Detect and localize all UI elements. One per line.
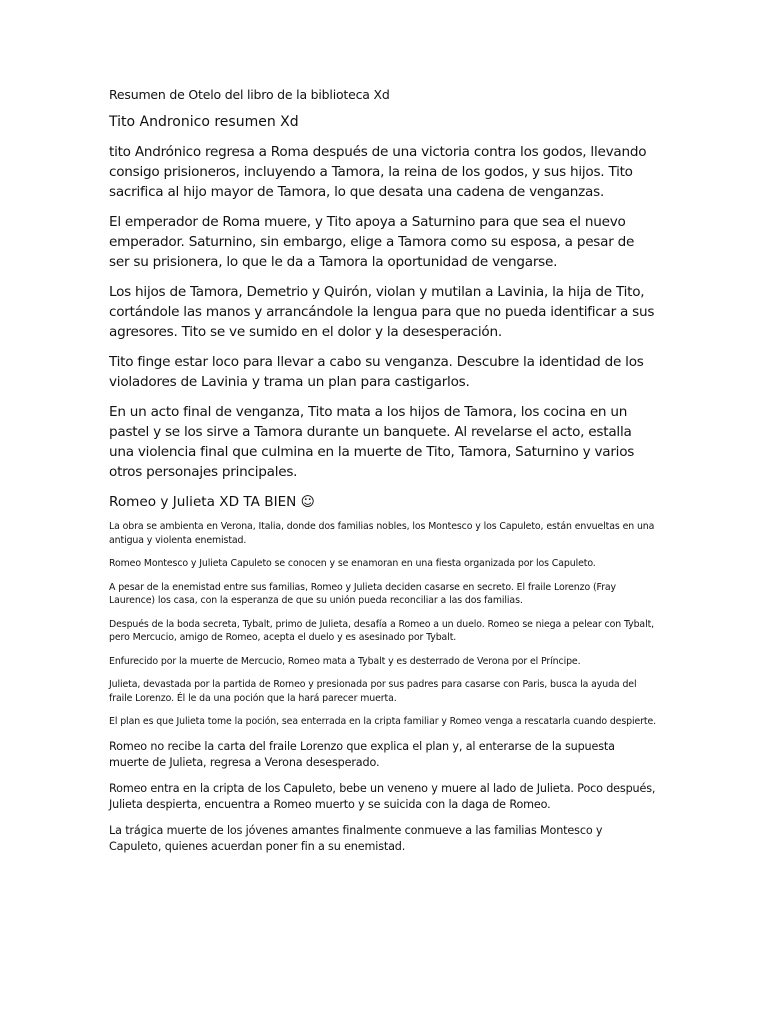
paragraph-romeo-2: Romeo Montesco y Julieta Capuleto se conocen y se enamoran en una fiesta organizada por los Capuleto.: [109, 558, 596, 569]
paragraph-tito-1: tito Andrónico regresa a Roma después de una victoria contra los godos, llevando consigo prisioneros, incluyendo a Tamora, la reina de los godos, y sus hijos. Tito sacrifica al hijo mayor de Tamora, lo que desata una cadena de venganzas.: [109, 144, 647, 200]
paragraph-romeo-3: A pesar de la enemistad entre sus familias, Romeo y Julieta deciden casarse en secreto. El fraile Lorenzo (Fray Laurence) los casa, con la esperanza de que su unión pueda reconciliar a las dos familias.: [109, 581, 616, 606]
document-title: Resumen de Otelo del libro de la biblioteca Xd: [109, 87, 390, 102]
paragraph-romeo-8: Romeo no recibe la carta del fraile Lorenzo que explica el plan y, al enterarse de la supuesta muerte de Julieta, regresa a Verona desesperado.: [109, 739, 615, 769]
paragraph-tito-2: El emperador de Roma muere, y Tito apoya a Saturnino para que sea el nuevo emperador. Saturnino, sin embargo, elige a Tamora como su esposa, a pesar de ser su prisionera, lo que le da a Tamora la oportunidad de vengarse.: [109, 214, 635, 270]
paragraph-tito-5: En un acto final de venganza, Tito mata a los hijos de Tamora, los cocina en un pastel y se los sirve a Tamora durante un banquete. Al revelarse el acto, estalla una violencia final que culmina en la muerte de Tito, Tamora, Saturnino y varios otros personajes principales.: [109, 404, 635, 480]
paragraph-romeo-7: El plan es que Julieta tome la poción, sea enterrada en la cripta familiar y Romeo venga a rescatarla cuando despierte.: [109, 716, 657, 727]
paragraph-romeo-1: La obra se ambienta en Verona, Italia, donde dos familias nobles, los Montesco y los Capuleto, están envueltas en una antigua y violenta enemistad.: [109, 521, 655, 546]
paragraph-romeo-10: La trágica muerte de los jóvenes amantes finalmente conmueve a las familias Montesco y Capuleto, quienes acuerdan poner fin a su enemistad.: [109, 823, 603, 853]
section-heading-tito: Tito Andronico resumen Xd: [109, 114, 299, 130]
paragraph-romeo-4: Después de la boda secreta, Tybalt, primo de Julieta, desafía a Romeo a un duelo. Romeo se niega a pelear con Tybalt, pero Mercucio, amigo de Romeo, acepta el duelo y es asesinado por Tybalt.: [109, 618, 655, 643]
paragraph-romeo-9: Romeo entra en la cripta de los Capuleto, bebe un veneno y muere al lado de Julieta. Poco después, Julieta despierta, encuentra a Romeo muerto y se suicida con la daga de Romeo.: [109, 781, 656, 811]
document-page: [109, 86, 657, 865]
paragraph-romeo-6: Julieta, devastada por la partida de Romeo y presionada por sus padres para casarse con Paris, busca la ayuda del fraile Lorenzo. Él le da una poción que la hará parecer muerta.: [109, 679, 637, 704]
paragraph-romeo-5: Enfurecido por la muerte de Mercucio, Romeo mata a Tybalt y es desterrado de Verona por el Príncipe.: [109, 655, 581, 667]
paragraph-tito-3: Los hijos de Tamora, Demetrio y Quirón, violan y mutilan a Lavinia, la hija de Tito, cortándole las manos y arrancándole la lengua para que no pueda identificar a sus agresores. Tito se ve sumido en el dolor y la desesperación.: [109, 284, 655, 340]
paragraph-tito-4: Tito finge estar loco para llevar a cabo su venganza. Descubre la identidad de los violadores de Lavinia y trama un plan para castigarlos.: [109, 354, 644, 390]
section-heading-romeo: Romeo y Julieta XD TA BIEN ☺: [109, 494, 315, 510]
